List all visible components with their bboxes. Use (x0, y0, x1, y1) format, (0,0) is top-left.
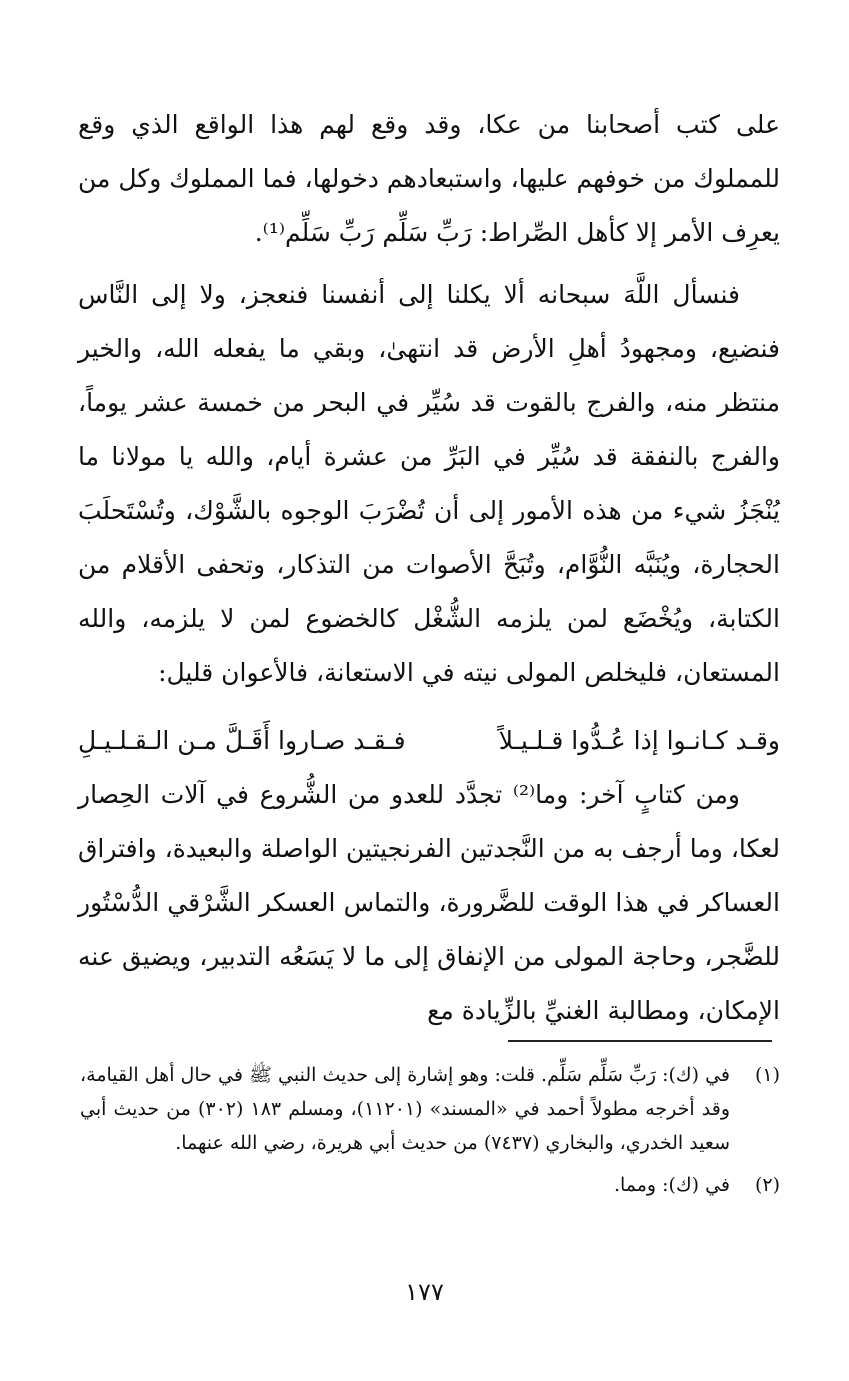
paragraph-2: فنسأل اللَّهَ سبحانه ألا يكلنا إلى أنفسنا فنعجز، ولا إلى النَّاس فنضيع، ومجهودُ أهلِ الأرض قد انتهىٰ، وبقي ما يفعله الله، والخير منتظر منه، والفرج بالقوت قد سُيِّر في البحر من خمسة عشر يوماً، والفرج بالنفقة قد سُيِّر في البَرِّ من عشرة أيام، والله يا مولانا ما يُنْجَزُ شيء من هذه الأمور إلى أن تُضْرَبَ الوجوه بالشَّوْك، وتُسْتَحلَبَ الحجارة، ويُنَبَّه النُّوَّام، وتُبَحَّ الأصوات من التذكار، وتحفى الأقلام من الكتابة، ويُخْضَع لمن يلزمه الشُّغْل كالخضوع لمن لا يلزمه، والله المستعان، فليخلص المولى نيته في الاستعانة، فالأعوان قليل: (78, 280, 780, 687)
poem-second-hemistich: فـقـد صـاروا أَقَـلَّ مـن الـقـلـيـلِ (78, 726, 406, 755)
footnote-2-number: (٢) (754, 1174, 780, 1196)
page-number: ١٧٧ (405, 1278, 444, 1306)
footnote-1-text: في (ك): رَبِّ سَلِّم سَلِّم. قلت: وهو إشارة إلى حديث النبي ﷺ في حال أهل القيامة، وقد أخرجه مطولاً أحمد في «المسند» (١١٢٠١)، ومسلم ١٨٣ (٣٠٢) من حديث أبي سعيد الخدري، والبخاري (٧٤٣٧) من حديث أبي هريرة، رضي الله عنهما. (80, 1064, 730, 1154)
footnotes (80, 1058, 780, 1202)
footnote-1 (80, 1058, 780, 1160)
footnote-divider (508, 1040, 772, 1042)
footnote-2 (80, 1168, 780, 1202)
footnote-1-number: (١) (754, 1064, 780, 1086)
paragraph-1: على كتب أصحابنا من عكا، وقد وقع لهم هذا الواقع الذي وقع للمملوك من خوفهم عليها، واستبعادهم دخولها، فما المملوك وكل من يعرِف الأمر إلا كأهل الصِّراط: رَبِّ سَلِّم رَبِّ سَلِّم⁽¹⁾. (78, 110, 780, 247)
main-text (78, 98, 780, 1038)
footnote-2-text: في (ك): ومما. (613, 1174, 730, 1196)
poem-first-hemistich: وقـد كـانـوا إذا عُـدُّوا قـلـيـلاً (498, 726, 780, 755)
paragraph-3: ومن كتابٍ آخر: وما⁽²⁾ تجدَّد للعدو من الشُّروع في آلات الحِصار لعكا، وما أرجف به من النَّجدتين الفرنجيتين الواصلة والبعيدة، وافتراق العساكر في هذا الوقت للضَّرورة، والتماس العسكر الشَّرْقي الدُّسْتُور للضَّجر، وحاجة المولى من الإنفاق إلى ما لا يَسَعُه التدبير، ويضيق عنه الإمكان، ومطالبة الغنيِّ بالزِّيادة مع (78, 780, 780, 1025)
poem-verse (78, 714, 780, 768)
